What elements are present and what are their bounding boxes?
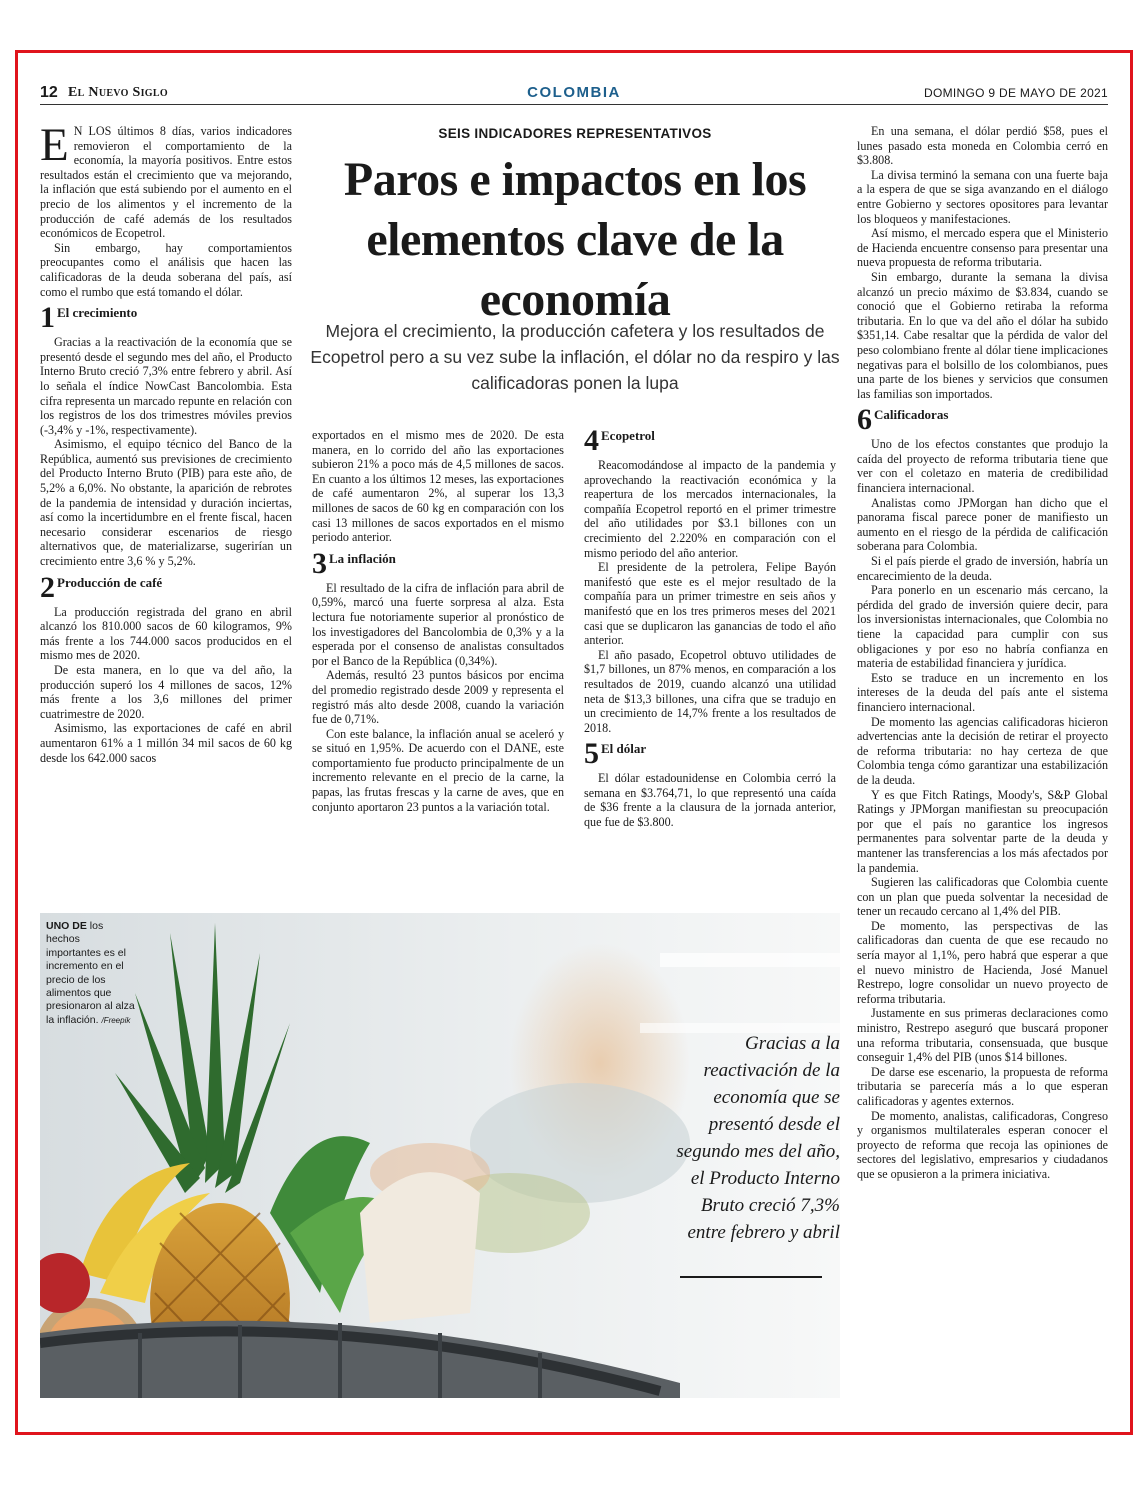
- section-title: Producción de café: [57, 574, 163, 590]
- subheading-crecimiento: [40, 305, 292, 331]
- column-1: [40, 119, 292, 765]
- body-paragraph: Si el país pierde el grado de inversión, habría un encarecimiento de la deuda.: [857, 554, 1108, 583]
- caption-lead: UNO DE: [46, 920, 87, 932]
- section-title: Ecopetrol: [601, 428, 655, 443]
- column-2: [312, 428, 564, 814]
- section-title: El dólar: [601, 741, 647, 757]
- body-paragraph: Gracias a la reactivación de la economía que se presentó desde el segundo mes del año, el Producto Interno Bruto creció 7,3% entre febrero y abril. Así lo señala el índice NowCast Bancolombia. Esta cifra representa un marcado repunte en relación con los registros de los dos trimestres móviles previos (-3,4% y -1%, respectivamente).: [40, 335, 292, 437]
- body-paragraph: Sin embargo, durante la semana la divisa alcanzó un precio máximo de $3.834, cuando se conoció que el Gobierno retiraba la reforma tributaria. En lo que va del año el dólar ha subido $351,14. Cabe resaltar que la pérdida de valor del peso colombiano frente al dólar tiene implicaciones negativas para el bolsillo de los colombianos, pues una parte de los bienes y servicios que consumen las familias son importados.: [857, 269, 1108, 401]
- body-paragraph: Y es que Fitch Ratings, Moody's, S&P Global Ratings y JPMorgan manifiestan su preocupación por que el país no garantice los ingresos permanentes para solventar parte de la deuda y mantener las transferencias a los más afectados por la pandemia.: [857, 787, 1108, 875]
- body-paragraph: El resultado de la cifra de inflación para abril de 0,59%, marcó una fuerte sorpresa al alza. Esta lectura fue notoriamente superior al pronóstico de los investigadores del Bancolombia de 0,3% y a la esperada por el consenso de analistas consultados por el Banco de la República (0,34%).: [312, 580, 564, 668]
- body-paragraph: El año pasado, Ecopetrol obtuvo utilidades de $1,7 billones, un 87% menos, en comparación a los resultados de 2019, cuando alcanzó una utilidad neta de $13,3 billones, una cifra que se tradujo en un crecimiento de 14,7% frente a los resultados de 2018.: [584, 647, 836, 735]
- article-deck: Mejora el crecimiento, la producción cafetera y los resultados de Ecopetrol pero a su vez sube la inflación, el dólar no da respiro y las calificadoras ponen la lupa: [310, 321, 840, 393]
- body-paragraph: De momento, analistas, calificadoras, Congreso y organismos multilaterales esperan conocer el proyecto de reforma que recoja las opiniones de sectores del legislativo, empresarios y ciudadanos que se opusieron a la primera iniciativa.: [857, 1108, 1108, 1181]
- page-header: [40, 84, 1108, 102]
- body-paragraph: Además, resultó 23 puntos básicos por encima del promedio registrado desde 2009 y representa el registró más alto desde 2008, cuando la variación fue de 0,71%.: [312, 668, 564, 727]
- body-paragraph: Uno de los efectos constantes que produjo la caída del proyecto de reforma tributaria tiene que ver con el coletazo en materia de credibilidad financiera internacional.: [857, 437, 1108, 496]
- body-paragraph: De darse ese escenario, la propuesta de reforma tributaria se parecería más a lo que esperan calificadoras y agentes externos.: [857, 1064, 1108, 1108]
- section-number: 2: [40, 574, 55, 601]
- section-number: 4: [584, 428, 599, 454]
- intro-paragraph: Sin embargo, hay comportamientos preocupantes como el análisis que hacen las calificadoras de la deuda soberana del país, así como el rumbo que está tomando el dólar.: [40, 240, 292, 299]
- article-kicker: SEIS INDICADORES REPRESENTATIVOS: [438, 126, 712, 141]
- section-title: El crecimiento: [57, 305, 138, 321]
- page-number: 12: [40, 84, 58, 101]
- body-paragraph: exportados en el mismo mes de 2020. De esta manera, en lo corrido del año las exportaciones subieron 21% a poco más de 4,5 millones de sacos. En cuanto a los últimos 12 meses, las exportaciones de café aumentaron 2%, al superar los 13,3 millones de sacos de 60 kg en comparación con los casi 13 millones de sacos exportados en el mismo periodo anterior.: [312, 428, 564, 545]
- body-paragraph: El dólar estadounidense en Colombia cerró la semana en $3.764,71, lo que representó una caída de $36 frente a la clausura de la jornada anterior, que fue de $3.800.: [584, 771, 836, 830]
- body-paragraph: El presidente de la petrolera, Felipe Bayón manifestó que este es el mejor resultado de la compañía para un primer trimestre en seis años y manifestó que en los tres primeros meses del 2021 casi que se duplicaron las ganancias de todo el año anterior.: [584, 560, 836, 648]
- body-paragraph: Reacomodándose al impacto de la pandemia y aprovechando la reactivación económica y la reapertura de los mercados internacionales, la compañía Ecopetrol reportó en el primer trimestre del año utilidades por $3.1 billones con un crecimiento del 2.220% en comparación con el mismo periodo del año anterior.: [584, 458, 836, 560]
- section-name: COLOMBIA: [527, 84, 621, 101]
- header-rule: [40, 104, 1108, 105]
- column-4: [857, 124, 1108, 1182]
- subheading-dolar: [584, 741, 836, 767]
- section-title: La inflación: [329, 550, 396, 566]
- pull-quote: Gracias a la reactivación de la economía que se presentó desde el segundo mes del año, el Producto Interno Bruto creció 7,3% entre febrero y abril: [676, 1033, 840, 1243]
- subheading-cafe: [40, 575, 292, 601]
- section-number: 5: [584, 741, 599, 768]
- section-number: 1: [40, 305, 55, 332]
- issue-date: DOMINGO 9 DE MAYO DE 2021: [924, 86, 1108, 100]
- body-paragraph: Justamente en sus primeras declaraciones como ministro, Restrepo aseguró que buscará proponer una reforma tributaria, consensuada, que busque conseguir 1,4% del PIB (unos $14 billones.: [857, 1006, 1108, 1065]
- photo-caption: [46, 920, 136, 1027]
- body-paragraph: Esto se traduce en un incremento en los intereses de la deuda del país ante el sistema financiero internacional.: [857, 670, 1108, 714]
- column-3: [584, 428, 836, 830]
- section-number: 3: [312, 550, 327, 577]
- drop-cap: E: [40, 119, 69, 171]
- subheading-calificadoras: [857, 407, 1108, 433]
- body-paragraph: De esta manera, en lo que va del año, la producción superó los 4 millones de sacos, 12% más frente a los 3,6 millones del primer cuatrimestre de 2020.: [40, 663, 292, 721]
- subheading-ecopetrol: [584, 428, 836, 454]
- body-paragraph: La producción registrada del grano en abril alcanzó los 810.000 sacos de 60 kilogramos, 9% más frente a los 744.000 sacos producidos en el mismo mes de 2020.: [40, 604, 292, 663]
- body-paragraph: Asimismo, el equipo técnico del Banco de la República, aumentó sus previsiones de crecimiento del Producto Interno Bruto (PIB) para este año, de 5,2% a 6,0%. No obstante, la aparición de rebrotes de la pandemia de intensidad y duración inciertas, así como la incertidumbre en el frente fiscal, hacen necesario considerar escenarios de riesgo alternativos que, de materializarse, sugerirían un crecimiento entre 3,6 % y 5,2%.: [40, 437, 292, 569]
- section-title: Calificadoras: [874, 407, 949, 423]
- body-paragraph: Así mismo, el mercado espera que el Ministerio de Hacienda encuentre consenso para presentar una nueva propuesta de reforma tributaria.: [857, 226, 1108, 270]
- body-paragraph: Asimismo, las exportaciones de café en abril aumentaron 61% a 1 millón 34 mil sacos de 60 kg desde los 642.000 sacos: [40, 721, 292, 765]
- photo-credit: /Freepik: [101, 1015, 131, 1025]
- pull-quote-rule: [680, 1276, 822, 1278]
- body-paragraph: Para ponerlo en un escenario más cercano, la pérdida del grado de inversión quiere decir, para los inversionistas internacionales, que Colombia no tiene la capacidad para cumplir con sus obligaciones y por eso no habría confianza en materia de estabilidad financiera y jurídica.: [857, 583, 1108, 671]
- caption-text: los hechos importantes es el incremento en el precio de los alimentos que presionaron al alza la inflación.: [46, 920, 135, 1026]
- article-headline: Paros e impactos en los elementos clave de la economía: [343, 153, 807, 326]
- body-paragraph: La divisa terminó la semana con una fuerte baja a la espera de que se siga avanzando en el diálogo entre Gobierno y sectores opositores para levantar los bloqueos y manifestaciones.: [857, 167, 1108, 226]
- body-paragraph: De momento, las perspectivas de las calificadoras dan cuenta de que ese recaudo no sería mayor al 1,1%, pero habrá que esperar a que el nuevo ministro de Hacienda, José Manuel Restrepo, logre consolidar un nuevo proyecto de reforma tributaria.: [857, 918, 1108, 1006]
- newspaper-name: El Nuevo Siglo: [68, 85, 168, 100]
- intro-paragraph: N LOS últimos 8 días, varios indicadores removieron el comportamiento de la economía, la mayoría positivos. Entre estos resultados están el crecimiento que va mejorando, la inflación que está subiendo por el aumento en el precio de los alimentos y el incremento de la producción de café además de los resultados económicos de Ecopetrol.: [40, 124, 292, 241]
- body-paragraph: Sugieren las calificadoras que Colombia cuente con un plan que pueda solventar la necesidad de tener un recaudo cercano al 1,4% del PIB.: [857, 875, 1108, 919]
- body-paragraph: Con este balance, la inflación anual se aceleró y se situó en 1,95%. De acuerdo con el DANE, este comportamiento fue producto principalmente de un incremento relevante en el precio de la carne, la papas, las frutas frescas y la carne de aves, que en conjunto aportaron 23 puntos a la variación total.: [312, 726, 564, 814]
- body-paragraph: De momento las agencias calificadoras hicieron advertencias ante la decisión de retirar el proyecto de reforma tributaria: no hay certeza de que Colombia tenga cómo garantizar una estabilización de la deuda.: [857, 714, 1108, 787]
- body-paragraph: En una semana, el dólar perdió $58, pues el lunes pasado esta moneda en Colombia cerró en $3.808.: [857, 124, 1108, 168]
- section-number: 6: [857, 407, 872, 434]
- subheading-inflacion: [312, 551, 564, 577]
- body-paragraph: Analistas como JPMorgan han dicho que el panorama fiscal parece poner de manifiesto un aumento en el riesgo de la pérdida de calificación soberana para Colombia.: [857, 495, 1108, 554]
